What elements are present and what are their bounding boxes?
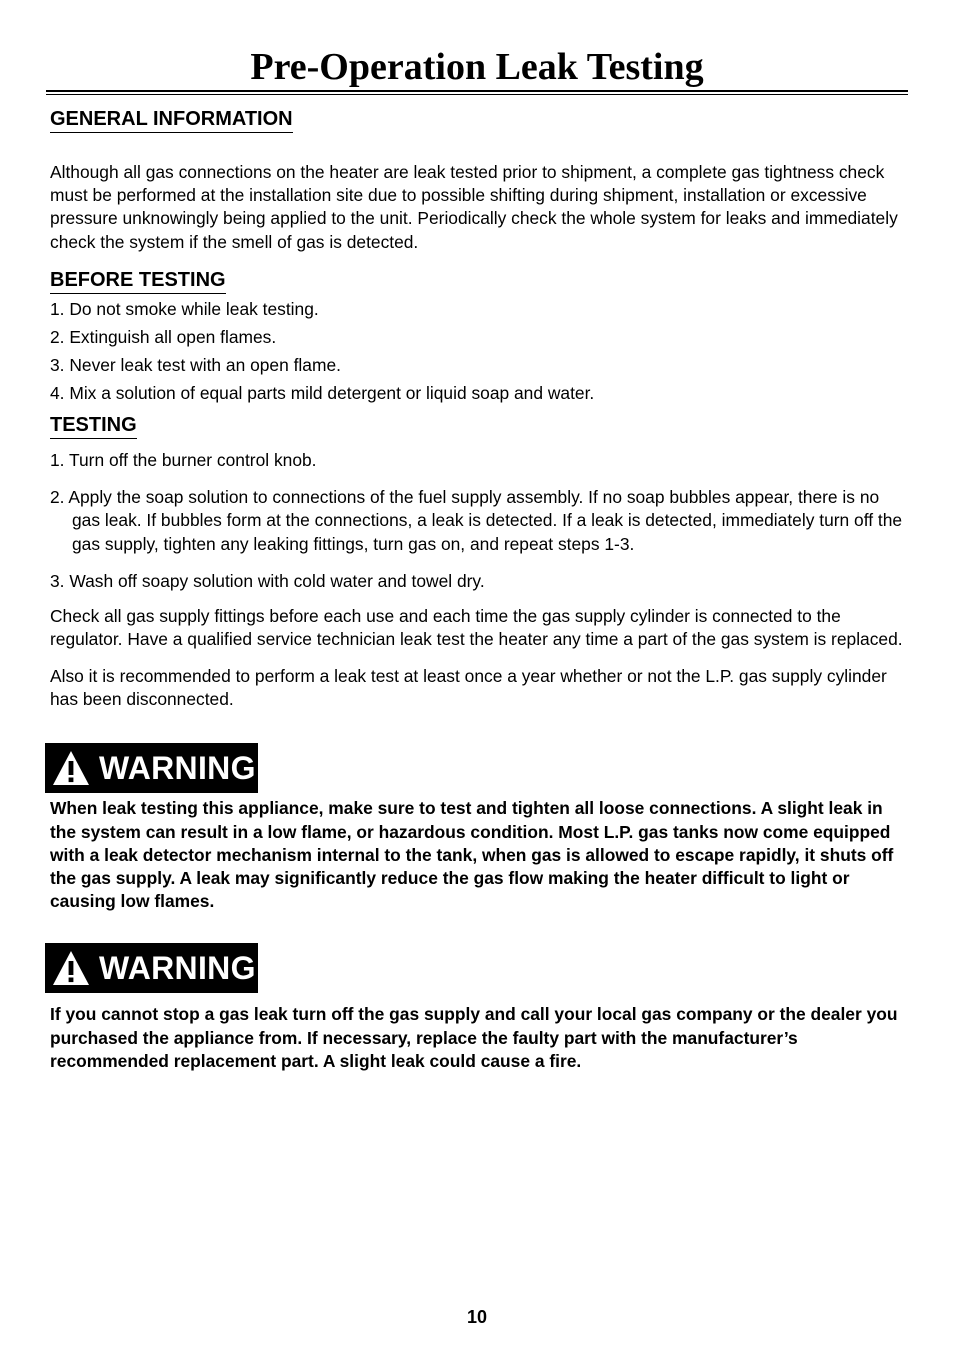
testing-heading: TESTING (50, 413, 137, 439)
warning-triangle-icon (51, 948, 91, 988)
before-testing-list (50, 298, 908, 405)
warning-text: When leak testing this appliance, make sure to test and tighten all loose connections. A slight leak in the system can result in a low flame, or hazardous condition. Most L.P. gas tanks now come equipped with a leak detector mechanism internal to the tank, when gas is allowed to escape rapidly, it shuts off the gas supply. A leak may significantly reduce the gas flow making the heater difficult to light or causing low flames. (50, 798, 894, 912)
warning-block (45, 943, 908, 1073)
warning-label: WARNING (99, 950, 256, 987)
warning-badge (45, 943, 258, 993)
list-item: 2. Extinguish all open flames. (50, 326, 277, 347)
testing-list (50, 449, 908, 593)
general-information-text: Although all gas connections on the heater are leak tested prior to shipment, a complete gas tightness check must be performed at the installation site due to possible shifting during shipment, installation or excessive pressure unknowingly being applied to the unit. Periodically check the whole system for leaks and immediately check the system if the smell of gas is detected. (50, 162, 898, 252)
warning-block (45, 743, 908, 913)
testing-paragraph-annual: Also it is recommended to perform a leak test at least once a year whether or not the L.P. gas supply cylinder has been disconnected. (50, 666, 887, 710)
list-item: 3. Wash off soapy solution with cold water and towel dry. (50, 570, 485, 591)
warning-label: WARNING (99, 750, 256, 787)
list-item: 1. Turn off the burner control knob. (50, 450, 317, 471)
list-item: 1. Do not smoke while leak testing. (50, 298, 319, 319)
list-item: 4. Mix a solution of equal parts mild detergent or liquid soap and water. (50, 382, 595, 403)
before-testing-section (50, 268, 908, 405)
warning-triangle-icon (51, 748, 91, 788)
list-item: 2. Apply the soap solution to connections of the fuel supply assembly. If no soap bubbles appear, there is no gas leak. If bubbles form at the connections, a leak is detected. If a leak is detected, immediately turn off the gas supply, tighten any leaking fittings, turn gas on, and repeat steps 1-3. (50, 487, 903, 554)
testing-paragraph-fittings: Check all gas supply fittings before each use and each time the gas supply cylinder is connected to the regulator. Have a qualified service technician leak test the heater any time a part of the gas system is replaced. (50, 606, 903, 650)
list-item: 3. Never leak test with an open flame. (50, 354, 341, 375)
general-information-section (50, 107, 908, 254)
page-content (50, 107, 908, 1073)
page-title: Pre-Operation Leak Testing (250, 46, 704, 88)
page-number: 10 (466, 1307, 488, 1327)
testing-section (50, 413, 908, 711)
title-rule (46, 90, 908, 95)
general-information-heading: GENERAL INFORMATION (50, 107, 293, 133)
before-testing-heading: BEFORE TESTING (50, 268, 226, 294)
warning-text: If you cannot stop a gas leak turn off the gas supply and call your local gas company or the dealer you purchased the appliance from. If necessary, replace the faulty part with the manufacturer’s recommended replacement part. A slight leak could cause a fire. (50, 1004, 898, 1071)
warning-badge (45, 743, 258, 793)
